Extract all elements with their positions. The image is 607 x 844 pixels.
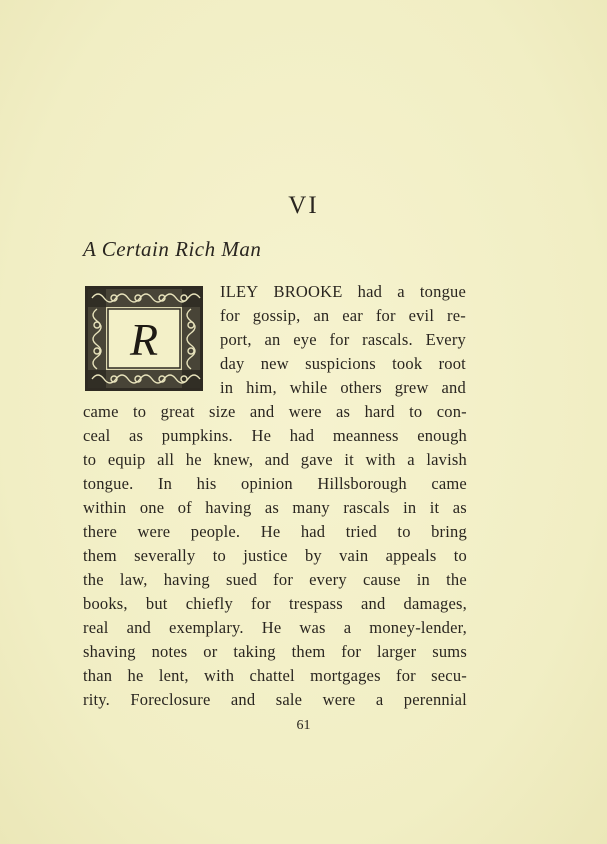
page-number: 61 (296, 718, 311, 733)
text-line-14 (83, 594, 467, 614)
drop-cap-letter: R (129, 314, 159, 365)
chapter-number: VI (288, 192, 319, 219)
word: for (251, 594, 271, 613)
word: secu- (431, 666, 467, 685)
word: exemplary. (169, 618, 244, 637)
word: to (409, 402, 423, 421)
word: money-lender, (369, 618, 467, 637)
word: for (329, 330, 350, 349)
word: re- (447, 306, 466, 325)
word: was (299, 618, 326, 637)
word: lavish (426, 450, 467, 469)
word: shaving (83, 642, 136, 661)
word: or (203, 642, 218, 661)
word: people. (190, 522, 241, 541)
word: meanness (332, 426, 399, 445)
word: he (185, 450, 202, 469)
word: law, (119, 570, 148, 589)
word: He (251, 426, 272, 445)
word: larger (376, 642, 417, 661)
word: a (343, 618, 352, 637)
text-line-4 (220, 354, 466, 374)
word: rity. (83, 690, 110, 709)
text-line-5 (220, 378, 466, 398)
word: as (264, 498, 279, 517)
word: for (273, 570, 294, 589)
word: and (230, 690, 256, 709)
word: every (309, 570, 347, 589)
word: in (403, 498, 417, 517)
word: bring (431, 522, 467, 541)
text-line-3 (220, 330, 466, 350)
word: perennial (403, 690, 467, 709)
word: as (336, 402, 351, 421)
word: there (83, 522, 117, 541)
word: hard (364, 402, 395, 421)
word: for (220, 306, 240, 325)
word: had (357, 282, 383, 301)
word: for (375, 306, 396, 325)
word: them (291, 642, 326, 661)
word: and (249, 402, 275, 421)
word: came (83, 402, 119, 421)
chapter-title: A Certain Rich Man (83, 237, 262, 261)
word: pumpkins. (161, 426, 233, 445)
word: He (260, 522, 281, 541)
text-line-1 (220, 282, 466, 302)
word: BROOKE (273, 282, 343, 301)
word: port, (220, 330, 252, 349)
word: In (157, 474, 173, 493)
word: sued (225, 570, 258, 589)
word: the (446, 570, 467, 589)
word: a (397, 282, 405, 301)
text-line-6 (83, 402, 467, 422)
word: many (292, 498, 330, 517)
word: to (453, 546, 467, 565)
ornamental-drop-cap (84, 285, 204, 392)
word: con- (436, 402, 467, 421)
word: in (416, 570, 430, 589)
word: cause (362, 570, 401, 589)
word: great (160, 402, 195, 421)
word: evil (408, 306, 435, 325)
text-line-8 (83, 450, 467, 470)
word: size (209, 402, 236, 421)
text-line-15 (83, 618, 467, 638)
word: grew (394, 378, 429, 397)
word: to (83, 450, 97, 469)
word: to (397, 522, 411, 541)
text-line-17 (83, 666, 467, 686)
word: gave (300, 450, 333, 469)
word: appeals (385, 546, 437, 565)
word: opinion (241, 474, 293, 493)
word: came (431, 474, 467, 493)
word: knew, (213, 450, 254, 469)
text-line-18 (83, 690, 467, 710)
word: sale (275, 690, 303, 709)
text-line-9 (83, 474, 467, 494)
word: sums (432, 642, 467, 661)
word: eye (293, 330, 317, 349)
word: for (341, 642, 362, 661)
word: while (289, 378, 328, 397)
word: chattel (249, 666, 295, 685)
text-line-7 (83, 426, 467, 446)
word: taking (233, 642, 276, 661)
word: day (220, 354, 245, 373)
word: as (452, 498, 467, 517)
word: for (396, 666, 416, 685)
word: and (264, 450, 290, 469)
word: rascals. (362, 330, 413, 349)
text-line-11 (83, 522, 467, 542)
word: ear (342, 306, 363, 325)
word: him, (246, 378, 277, 397)
word: his (196, 474, 217, 493)
word: a (375, 690, 384, 709)
word: it (344, 450, 354, 469)
word: lent, (158, 666, 189, 685)
word: severally (134, 546, 196, 565)
word: tongue (419, 282, 466, 301)
word: root (438, 354, 466, 373)
word: He (261, 618, 282, 637)
word: enough (417, 426, 467, 445)
word: Hillsborough (317, 474, 407, 493)
word: equip (107, 450, 146, 469)
word: an (313, 306, 330, 325)
word: real (83, 618, 109, 637)
word: he (127, 666, 144, 685)
word: gossip, (252, 306, 301, 325)
word: as (129, 426, 144, 445)
word: to (133, 402, 147, 421)
word: of (177, 498, 192, 517)
word: to (212, 546, 226, 565)
word: others (340, 378, 382, 397)
word: an (264, 330, 281, 349)
word: damages, (403, 594, 467, 613)
word: Every (425, 330, 466, 349)
word: Foreclosure (130, 690, 211, 709)
word: suspicions (305, 354, 376, 373)
word: rascals (343, 498, 390, 517)
word: mortgages (310, 666, 381, 685)
word: but (145, 594, 168, 613)
word: tried (345, 522, 377, 541)
word: the (83, 570, 104, 589)
word: within (83, 498, 127, 517)
word: justice (243, 546, 288, 565)
word: trespass (289, 594, 343, 613)
word: ceal (83, 426, 111, 445)
word: all (157, 450, 175, 469)
word: books, (83, 594, 128, 613)
word: in (220, 378, 234, 397)
text-line-2 (220, 306, 466, 326)
word: new (260, 354, 289, 373)
word: tongue. (83, 474, 134, 493)
word: had (300, 522, 326, 541)
word: and (360, 594, 386, 613)
word: notes (151, 642, 188, 661)
word: by (304, 546, 322, 565)
word: had (289, 426, 315, 445)
word: a (407, 450, 415, 469)
word: with (204, 666, 235, 685)
word: having (163, 570, 210, 589)
word: were (137, 522, 171, 541)
text-line-13 (83, 570, 467, 590)
text-line-10 (83, 498, 467, 518)
word: chiefly (185, 594, 233, 613)
text-line-12 (83, 546, 467, 566)
word: than (83, 666, 113, 685)
word: having (205, 498, 252, 517)
word: ILEY (220, 282, 259, 301)
text-line-16 (83, 642, 467, 662)
word: and (441, 378, 466, 397)
word: and (126, 618, 151, 637)
word: were (322, 690, 356, 709)
word: with (365, 450, 396, 469)
word: them (83, 546, 117, 565)
word: were (288, 402, 322, 421)
word: one (139, 498, 165, 517)
word: took (392, 354, 423, 373)
word: vain (339, 546, 369, 565)
word: it (429, 498, 440, 517)
